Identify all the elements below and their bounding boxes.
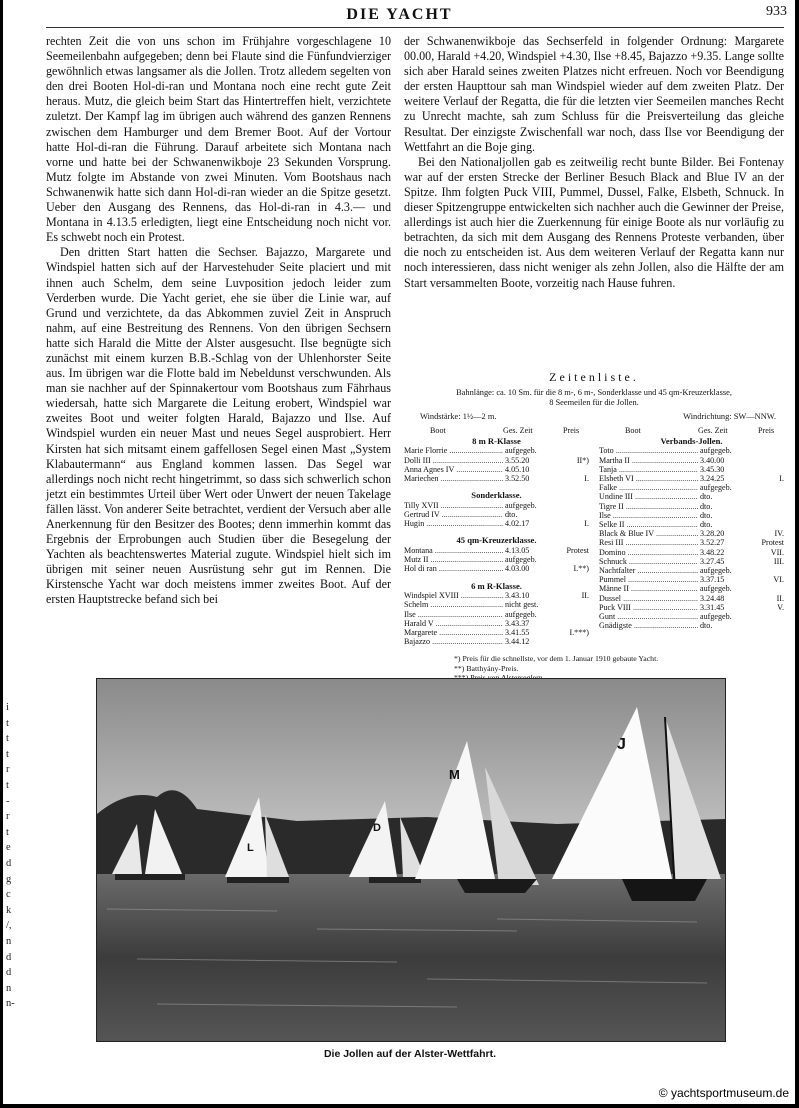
cell-prize (563, 637, 589, 646)
margin-letter: n (6, 935, 12, 947)
cell-time: 3.43.10 (505, 591, 530, 601)
section-gap (404, 574, 589, 581)
cell-prize (758, 621, 784, 630)
cell-time: aufgegeb. (505, 609, 537, 619)
table-row (599, 557, 784, 566)
cell-time: 4.03.00 (505, 564, 530, 574)
cell-prize (563, 600, 589, 609)
footnote: *) Preis für die schnellste, vor dem 1. Januar 1910 gebaute Yacht. (454, 654, 659, 664)
cell-boat: Margarete ..... (404, 628, 503, 637)
margin-letter: t (6, 826, 9, 838)
margin-letter: d (6, 967, 12, 979)
cell-time: dto. (700, 520, 713, 530)
cell-time: aufgegeb. (505, 555, 537, 565)
margin-letter: n- (6, 998, 15, 1010)
sail-letter-d: D (373, 822, 381, 834)
table-row (404, 637, 589, 646)
table-row (599, 483, 784, 492)
cell-boat: Gunt ..... (599, 612, 698, 621)
cell-time: 3.52.50 (505, 474, 530, 484)
margin-letter: d (6, 857, 12, 869)
cell-prize: II. (581, 591, 589, 601)
col-time-header: Ges. Zeit (698, 425, 728, 435)
table-row (599, 548, 784, 557)
cell-time: aufgegeb. (700, 584, 732, 594)
cell-boat: Elsbeth VI ..... (599, 474, 698, 483)
sail-letter-l: L (247, 842, 254, 854)
cell-time: 3.48.22 (700, 547, 725, 557)
col-prize-header: Preis (758, 425, 775, 435)
cell-boat: Pummel ..... (599, 575, 698, 584)
water (97, 874, 725, 1041)
margin-letter: t (6, 733, 9, 745)
cell-time: 4.02.17 (505, 519, 530, 529)
table-row (404, 591, 589, 600)
cell-boat: Tigre II ..... (599, 502, 698, 511)
paragraph: der Schwanenwikboje das Sechserfeld in folgender Ordnung: Margarete 00.00, Harald +4.20, Windspiel +4.30, Ilse +8.45, Bajazzo +9.35. Lange sollte sich aber Harald seines zweiten Platzes nicht erfreuen. Noch vor Beendigung der ersten Haupttour sah man Windspiel wieder auf dem zweiten Platz. Der weitere Verlauf der Regatta, die für die letzten vier Seemeilen manches Recht zu Unrecht machte, sah zum Schluss für die Preisverteilung das gleiche Resultat. Der einzigste Zwischenfall war noch, dass Ilse vor Beendigung der Wettfahrt an die Boje ging. (404, 34, 784, 154)
cell-prize (563, 465, 589, 474)
cell-boat: Puck VIII ..... (599, 603, 698, 612)
col-boat-header: Boot (430, 425, 446, 435)
cell-prize (758, 520, 784, 529)
margin-letter: - (6, 795, 10, 807)
cell-prize (758, 456, 784, 465)
page-number: 933 (766, 4, 787, 19)
class-heading: 45 qm-Kreuzerklasse. (456, 535, 537, 546)
cell-time: aufgegeb. (700, 566, 732, 576)
cell-time: dto. (700, 510, 713, 520)
table-info: 8 Seemeilen für die Jollen. (549, 398, 639, 408)
class-heading: 8 m R-Klasse (472, 435, 521, 446)
section-gap (404, 483, 589, 490)
cell-time: 3.55.20 (505, 455, 530, 465)
cell-prize: I. (584, 474, 589, 484)
cell-boat: Gertrud IV ..... (404, 510, 503, 519)
col-boat-header: Boot (625, 425, 641, 435)
cell-prize (563, 510, 589, 519)
cell-boat: Harald V ..... (404, 619, 503, 628)
margin-letter: t (6, 748, 9, 760)
cell-time: 3.27.45 (700, 556, 725, 566)
results-table (404, 370, 784, 683)
table-title: Zeitenliste. (549, 370, 639, 384)
table-row (599, 474, 784, 483)
table-row (404, 628, 589, 637)
cell-prize (758, 492, 784, 501)
cell-prize (758, 446, 784, 455)
cell-boat: Mutz II ..... (404, 555, 503, 564)
class-heading: Sonderklasse. (471, 490, 522, 501)
cell-boat: Resi III ..... (599, 538, 698, 547)
table-row (599, 529, 784, 538)
cell-time: aufgegeb. (505, 500, 537, 510)
cell-boat: Martha II ..... (599, 456, 698, 465)
margin-letter: d (6, 951, 12, 963)
table-row (404, 610, 589, 619)
table-row (599, 456, 784, 465)
cell-time: 3.28.20 (700, 529, 725, 539)
cell-boat: Ilse ..... (404, 610, 503, 619)
cell-boat: Undine III ..... (599, 492, 698, 501)
table-header (404, 426, 589, 436)
cell-boat: Schelm ..... (404, 600, 503, 609)
cell-prize: Protest (761, 538, 784, 548)
cell-boat: Nachtfalter ..... (599, 566, 698, 575)
table-row (599, 502, 784, 511)
table-row (599, 492, 784, 501)
cell-boat: Anna Agnes IV ..... (404, 465, 503, 474)
cell-time: dto. (700, 621, 713, 631)
sail-letter-m: M (449, 767, 460, 782)
cell-time: aufgegeb. (700, 612, 732, 622)
table-row (599, 511, 784, 520)
cell-boat: Hugin ..... (404, 519, 503, 528)
cell-prize: I. (779, 474, 784, 484)
section-gap (404, 528, 589, 535)
cell-time: dto. (505, 510, 518, 520)
cell-boat: Schnuck ..... (599, 557, 698, 566)
cell-boat: Tilly XVII ..... (404, 501, 503, 510)
cell-time: aufgegeb. (700, 483, 732, 493)
cell-prize (563, 610, 589, 619)
table-row (404, 519, 589, 528)
margin-letter: g (6, 873, 12, 885)
margin-letters (6, 700, 16, 1012)
right-column (404, 34, 784, 291)
wind-strength: Windstärke: 1½—2 m. (420, 411, 497, 421)
class-heading: 6 m R-Klasse. (471, 580, 522, 591)
scan-border-left (0, 0, 3, 1108)
table-row (404, 600, 589, 609)
cell-time: dto. (700, 492, 713, 502)
cell-prize: Protest (566, 546, 589, 556)
cell-time: 3.24.25 (700, 474, 725, 484)
cell-boat: Selke II ..... (599, 520, 698, 529)
margin-letter: i (6, 702, 9, 713)
sail-letter-j: J (617, 736, 626, 753)
sailboats-illustration (97, 679, 725, 1041)
cell-prize (758, 511, 784, 520)
cell-boat: Hol di ran ..... (404, 564, 503, 573)
cell-prize: VII. (770, 547, 784, 557)
scan-border-bottom (0, 1104, 799, 1108)
cell-prize (758, 465, 784, 474)
cell-prize: I.**) (573, 564, 589, 574)
cell-boat: Windspiel XVIII ..... (404, 591, 503, 600)
cell-prize: II*) (576, 455, 589, 465)
paragraph: Den dritten Start hatten die Sechser. Bajazzo, Margarete und Windspiel hatten sich auf der Harvestehuder Seite placiert und mit ihnen auch Schelm, dem seine Luvposition jedoch leider zum Verderben wurde. Die Yacht geriet, ehe sie über die Linie war, auf Grund und verzichtete, da das Abkommen zuviel Zeit in Anspruch nahm, auf eine Bestreitung des Rennens. Von den übrigen Sechsern hatte sich Harald die Mitte der Alster ausgesucht. Ilse begnügte sich zunächst mit einem kurzen B.B.-Schlag von der Uhlenhorster Seite aus. Im übrigen war die Flotte bald im Nebeldunst verschwunden. Als man sie nachher auf der Spinnakertour vom Bootshaus zum Fährhaus wiedersah, hatte sich Margarete die Leitung erobert, Windspiel war zweites Boot und weiter folgten Harald, Bajazzo und Ilse. Auf Windspiel wurden ein neuer Mast und neues Segel ausprobiert. Herr Kirsten hat sich mitsamt einem gaffellosen Segel einen Mast „System Klabautermann“ aus England kommen lassen. Das Segel war allerdings noch nicht recht hingetrimmt, so dass sich schwerlich schon jetzt ein bestimmtes Urteil über Wert oder Unwert der neuen Takelage fällen lässt. Von anderer Seite betrachtet, verdient der Versuch aber alle Anerkennung für den Besitzer des Bootes; denn immerhin kommt das Ergebnis der Erprobungen auch Studien über die Besegelung der Yachten als beachtenswertes Material zugute. Windspiel hielt sich im übrigen mit seiner neuen Ausrüstung sehr gut im Rennen. Die Kirstensche Yacht war doch meistens immer zweites Boot. Auf der ersten Hauptstrecke befand sich bei (46, 245, 391, 607)
cell-time: 4.13.05 (505, 546, 530, 556)
cell-time: 3.52.27 (700, 538, 725, 548)
table-right-column (599, 426, 784, 647)
regatta-photo (96, 678, 726, 1042)
cell-prize (563, 619, 589, 628)
cell-time: nicht gest. (505, 600, 539, 610)
cell-prize (758, 502, 784, 511)
margin-letter: c (6, 889, 11, 901)
margin-letter: n (6, 982, 12, 994)
cell-prize (758, 483, 784, 492)
cell-time: 3.44.12 (505, 637, 530, 647)
table-row (404, 456, 589, 465)
running-head: DIE YACHT (346, 6, 453, 23)
cell-time: aufgegeb. (700, 446, 732, 456)
col-prize-header: Preis (563, 425, 580, 435)
paragraph: rechten Zeit die von uns schon im Frühjahre vorgeschlagene 10 Seemeilenbahn aufgegeben; denn bei Flaute sind die Fünfundvierziger gewöhnlich etwas langsamer als die Jollen. Trotz alledem segelten von den drei Booten Hol-di-ran und Montana noch eine recht gute Zeit heraus. Mutz, die gleich beim Start das Hintertreffen hielt, verzichtete zuletzt. Der Kampf lag im übrigen auch während des ganzen Rennens zwischen dem Hamburger und dem Bremer Boot. Auf der Vortour hatte Hol-di-ran die Führung. Darauf arbeitete sich Montana nach vorne und hatte bei der Schwanenwikboje 23 Sekunden Vorsprung. Mutz folgte im Abstande von zwei Minuten. Vom Bootshaus nach Schwanenwik hatte sich dann Hol-di-ran wieder an die Spitze gesetzt. Ueber den Ausgang des Rennens, das Hol-di-ran in 4.3.— und Montana in 4.13.5 erledigten, liegt eine Entscheidung noch nicht vor. Es schwebt noch ein Protest. (46, 34, 391, 245)
cell-prize: VI. (773, 575, 784, 585)
cell-boat: Dolli III ..... (404, 456, 503, 465)
cell-prize: V. (777, 602, 784, 612)
table-info: Bahnlänge: ca. 10 Sm. für die 8 m-, 6 m-, Sonderklasse und 45 qm-Kreuzerklasse, (456, 388, 732, 397)
cell-time: aufgegeb. (505, 446, 537, 456)
margin-letter: t (6, 717, 9, 729)
cell-prize (563, 501, 589, 510)
cell-boat: Montana ..... (404, 546, 503, 555)
cell-prize (563, 446, 589, 455)
table-row (599, 520, 784, 529)
cell-time: 3.45.30 (700, 464, 725, 474)
cell-boat: Gnädigste ..... (599, 621, 698, 630)
table-row (599, 575, 784, 584)
cell-boat: Falke ..... (599, 483, 698, 492)
table-row (404, 501, 589, 510)
table-row (404, 619, 589, 628)
cell-time: 4.05.10 (505, 464, 530, 474)
table-row (404, 474, 589, 483)
cell-time: 3.40.00 (700, 455, 725, 465)
cell-prize: I. (584, 519, 589, 529)
cell-prize: I.***) (569, 628, 589, 638)
table-row (599, 612, 784, 621)
cell-prize (758, 612, 784, 621)
table-row (599, 584, 784, 593)
table-row (404, 465, 589, 474)
margin-letter: t (6, 779, 9, 791)
table-row (404, 446, 589, 455)
cell-prize (758, 566, 784, 575)
cell-prize: III. (773, 556, 784, 566)
cell-boat: Bajazzo ..... (404, 637, 503, 646)
cell-time: 3.43.37 (505, 618, 530, 628)
table-row (404, 546, 589, 555)
table-row (599, 446, 784, 455)
margin-letter: e (6, 842, 11, 854)
table-row (599, 465, 784, 474)
wind-line (404, 412, 784, 421)
cell-boat: Toto ..... (599, 446, 698, 455)
cell-boat: Tanja ..... (599, 465, 698, 474)
paragraph: Bei den Nationaljollen gab es zeitweilig recht bunte Bilder. Bei Fontenay war auf der ersten Strecke der Berliner Besuch Black and Blue IV an der Spitze. Ihm folgten Puck VIII, Pummel, Dussel, Falke, Elsbeth, Schnuck. In dieser Spitzengruppe entwickelten sich nachher auch die Gewinner der Preise, allerdings ist auch hier die Zuerkennung für einige Boote als nur vorläufig zu betrachten, da sich mit dem Ausgang des Rennens Proteste verbanden, über die noch zu entscheiden ist. Aus dem weiteren Verlauf der Regatta kann nur noch interessieren, dass nicht weniger als zehn Jollen, also die Hälfte der am Start versammelten Boote, vorzeitig nach Hause fuhren. (404, 154, 784, 290)
wind-direction: Windrichtung: SW—NNW. (683, 411, 776, 421)
photo-caption: Die Jollen auf der Alster-Wettfahrt. (323, 1048, 497, 1060)
cell-time: 3.24.48 (700, 593, 725, 603)
cell-prize (563, 555, 589, 564)
table-row (599, 594, 784, 603)
cell-boat: Marie Florrie ..... (404, 446, 503, 455)
cell-prize (758, 584, 784, 593)
margin-letter: /, (6, 920, 12, 932)
margin-letter: k (6, 904, 12, 916)
cell-boat: Dussel ..... (599, 594, 698, 603)
table-row (404, 510, 589, 519)
class-heading: Verbands-Jollen. (660, 435, 723, 446)
table-left-column (404, 426, 589, 647)
header-rule (46, 27, 784, 28)
table-row (404, 564, 589, 573)
left-column (46, 34, 391, 608)
margin-letter: r (6, 764, 10, 776)
cell-boat: Black & Blue IV ..... (599, 529, 698, 538)
footnote: **) Batthyány-Preis. (454, 663, 519, 673)
col-time-header: Ges. Zeit (503, 425, 533, 435)
table-header (599, 426, 784, 436)
cell-time: 3.41.55 (505, 628, 530, 638)
cell-boat: Männe II ..... (599, 584, 698, 593)
cell-boat: Ilse ..... (599, 511, 698, 520)
cell-prize: II. (776, 593, 784, 603)
cell-time: 3.31.45 (700, 602, 725, 612)
cell-time: 3.37.15 (700, 575, 725, 585)
table-columns (404, 426, 784, 647)
table-row (599, 538, 784, 547)
cell-boat: Domino ..... (599, 548, 698, 557)
watermark: © yachtsportmuseum.de (658, 1086, 789, 1100)
cell-prize: IV. (774, 529, 784, 539)
table-row (599, 621, 784, 630)
table-row (599, 566, 784, 575)
table-row (599, 603, 784, 612)
cell-boat: Mariechen ..... (404, 474, 503, 483)
scan-border-right (795, 0, 799, 1108)
cell-time: dto. (700, 501, 713, 511)
table-row (404, 555, 589, 564)
margin-letter: r (6, 811, 10, 823)
